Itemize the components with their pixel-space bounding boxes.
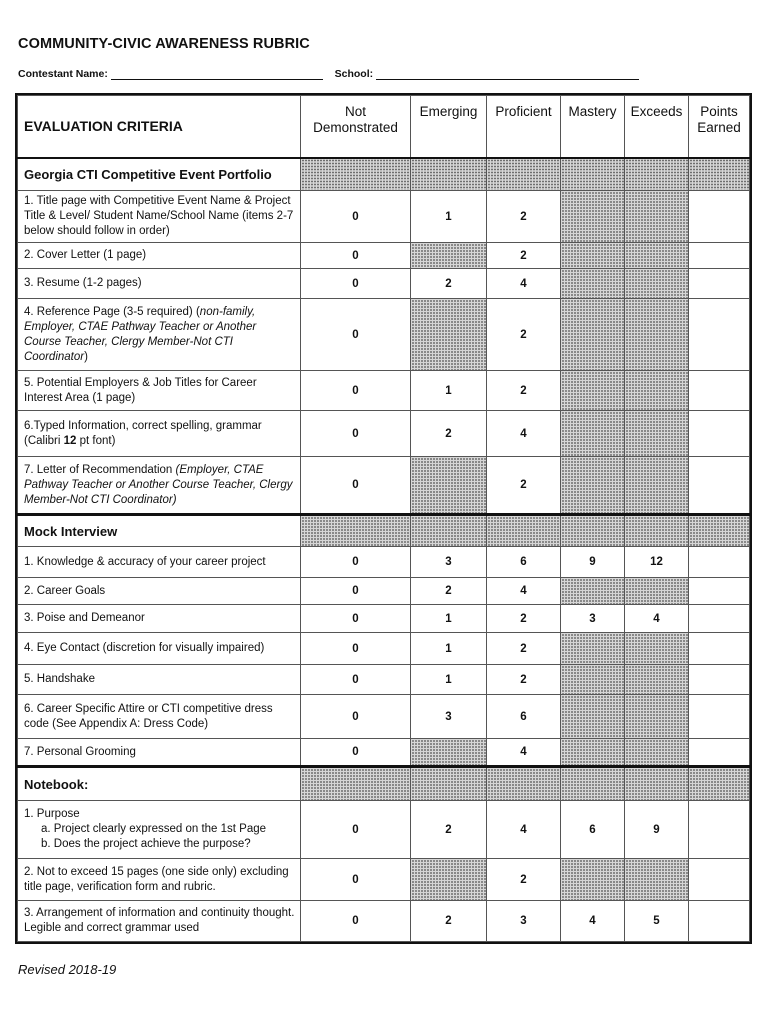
table-row: [18, 665, 750, 695]
points-earned-cell[interactable]: [689, 371, 750, 411]
criterion-label: [18, 665, 301, 695]
shaded-cell: [561, 859, 625, 901]
shaded-cell: [561, 243, 625, 269]
criterion-text: 1. Purpose: [24, 808, 80, 820]
score-not-demonstrated: 0: [301, 801, 411, 859]
criterion-label: [18, 901, 301, 942]
table-row: [18, 801, 750, 859]
score-not-demonstrated: 0: [301, 665, 411, 695]
points-earned-cell[interactable]: [689, 243, 750, 269]
shaded-cell: [561, 665, 625, 695]
shaded-cell: [625, 299, 689, 371]
shaded-cell: [301, 158, 411, 191]
shaded-cell: [411, 243, 487, 269]
shaded-cell: [625, 269, 689, 299]
score-not-demonstrated: 0: [301, 901, 411, 942]
shaded-cell: [625, 739, 689, 767]
criterion-label: [18, 243, 301, 269]
table-row: [18, 269, 750, 299]
points-earned-cell[interactable]: [689, 801, 750, 859]
criterion-text: 2. Not to exceed 15 pages (one side only) excluding title page, verification form and rubric.: [24, 865, 289, 893]
criterion-note: (Employer, CTAE Pathway Teacher or Another Course Teacher, Clergy Member-Not CTI Coordinator): [24, 463, 293, 506]
score-emerging: 3: [411, 547, 487, 578]
criterion-text: 3. Poise and Demeanor: [24, 612, 145, 624]
shaded-cell: [561, 371, 625, 411]
score-mastery: 9: [561, 547, 625, 578]
points-earned-cell[interactable]: [689, 859, 750, 901]
score-not-demonstrated: 0: [301, 739, 411, 767]
score-proficient: 4: [487, 801, 561, 859]
shaded-cell: [561, 411, 625, 457]
criterion-subitem: b. Does the project achieve the purpose?: [41, 838, 251, 850]
points-earned-cell[interactable]: [689, 547, 750, 578]
criterion-text: 1. Knowledge & accuracy of your career project: [24, 555, 266, 568]
shaded-cell: [625, 859, 689, 901]
table-row: [18, 859, 750, 901]
score-proficient: 2: [487, 457, 561, 515]
score-exceeds: 4: [625, 605, 689, 633]
table-row: [18, 695, 750, 739]
score-exceeds: 9: [625, 801, 689, 859]
section-title: Georgia CTI Competitive Event Portfolio: [18, 158, 301, 191]
shaded-cell: [561, 269, 625, 299]
shaded-cell: [625, 665, 689, 695]
score-proficient: 2: [487, 859, 561, 901]
shaded-cell: [301, 515, 411, 547]
score-proficient: 2: [487, 191, 561, 243]
score-emerging: 1: [411, 665, 487, 695]
shaded-cell: [625, 371, 689, 411]
points-earned-cell[interactable]: [689, 901, 750, 942]
score-mastery: 6: [561, 801, 625, 859]
criterion-label: [18, 269, 301, 299]
table-row: [18, 191, 750, 243]
score-emerging: 2: [411, 269, 487, 299]
rubric-table: [17, 95, 750, 942]
criterion-text: 5. Handshake: [24, 673, 95, 685]
score-proficient: 2: [487, 299, 561, 371]
score-not-demonstrated: 0: [301, 578, 411, 605]
criterion-label: 4. Reference Page (3-5 required) (non-family, Employer, CTAE Pathway Teacher or Another Course Teacher, Clergy Member-Not CTI Coordinator): [18, 299, 301, 371]
score-mastery: 4: [561, 901, 625, 942]
score-emerging: 3: [411, 695, 487, 739]
score-proficient: 6: [487, 547, 561, 578]
table-row: [18, 605, 750, 633]
criterion-text: 2. Career Goals: [24, 584, 106, 597]
table-row: [18, 457, 750, 515]
shaded-cell: [301, 767, 411, 801]
criterion-text: 6. Career Specific Attire or CTI competitive dress code (See Appendix A: Dress Code): [24, 702, 273, 730]
name-school-line: [18, 68, 639, 80]
score-proficient: 4: [487, 739, 561, 767]
shaded-cell: [411, 457, 487, 515]
points-earned-cell[interactable]: [689, 633, 750, 665]
points-earned-cell[interactable]: [689, 457, 750, 515]
score-emerging: 2: [411, 901, 487, 942]
criterion-text: 3. Resume (1-2 pages): [24, 277, 142, 289]
criterion-label: [18, 371, 301, 411]
school-field[interactable]: [376, 68, 639, 80]
shaded-cell: [487, 515, 561, 547]
header-points-earned: Points Earned: [689, 96, 750, 158]
table-row: [18, 243, 750, 269]
points-earned-cell[interactable]: [689, 665, 750, 695]
criterion-label: [18, 191, 301, 243]
score-not-demonstrated: 0: [301, 547, 411, 578]
shaded-cell: [625, 633, 689, 665]
score-emerging: 2: [411, 801, 487, 859]
header-not-demonstrated: Not Demonstrated: [301, 96, 411, 158]
shaded-cell: [561, 695, 625, 739]
shaded-cell: [625, 515, 689, 547]
shaded-cell: [625, 191, 689, 243]
score-proficient: 3: [487, 901, 561, 942]
shaded-cell: [625, 158, 689, 191]
revision-note: Revised 2018-19: [18, 962, 117, 977]
score-proficient: 4: [487, 411, 561, 457]
score-proficient: 2: [487, 605, 561, 633]
score-not-demonstrated: 0: [301, 695, 411, 739]
shaded-cell: [625, 578, 689, 605]
criterion-text: 1. Title page with Competitive Event Name & Project Title & Level/ Student Name/School Name (items 2-7 below should follow in order): [24, 195, 294, 237]
shaded-cell: [561, 158, 625, 191]
table-row: [18, 299, 750, 371]
score-exceeds: 12: [625, 547, 689, 578]
shaded-cell: [561, 633, 625, 665]
table-row: [18, 901, 750, 942]
table-row: [18, 739, 750, 767]
score-emerging: 1: [411, 605, 487, 633]
criterion-label: [18, 739, 301, 767]
criterion-label: [18, 547, 301, 578]
shaded-cell: [689, 515, 750, 547]
shaded-cell: [411, 739, 487, 767]
score-not-demonstrated: 0: [301, 605, 411, 633]
shaded-cell: [561, 767, 625, 801]
score-not-demonstrated: 0: [301, 299, 411, 371]
shaded-cell: [561, 457, 625, 515]
shaded-cell: [625, 695, 689, 739]
criterion-note: non-family, Employer, CTAE Pathway Teacher or Another Course Teacher, Clergy Member-Not CTI Coordinator: [24, 305, 257, 363]
criterion-text: 3. Arrangement of information and continuity thought. Legible and correct grammar used: [24, 907, 295, 934]
shaded-cell: [561, 578, 625, 605]
shaded-cell: [625, 411, 689, 457]
points-earned-cell[interactable]: [689, 605, 750, 633]
score-not-demonstrated: 0: [301, 243, 411, 269]
section-header-row: [18, 515, 750, 547]
header-evaluation-criteria: EVALUATION CRITERIA: [18, 96, 301, 158]
score-proficient: 2: [487, 371, 561, 411]
score-not-demonstrated: 0: [301, 191, 411, 243]
school-label: School:: [334, 68, 374, 80]
criterion-label: [18, 578, 301, 605]
section-header-row: [18, 158, 750, 191]
shaded-cell: [411, 158, 487, 191]
shaded-cell: [487, 767, 561, 801]
shaded-cell: [561, 515, 625, 547]
header-emerging: Emerging: [411, 96, 487, 158]
section-title: Mock Interview: [18, 515, 301, 547]
score-not-demonstrated: 0: [301, 457, 411, 515]
contestant-name-label: Contestant Name:: [18, 68, 108, 80]
section-title: Notebook:: [18, 767, 301, 801]
criterion-label: 6.Typed Information, correct spelling, grammar (Calibri 12 pt font): [18, 411, 301, 457]
shaded-cell: [561, 191, 625, 243]
criterion-text: 2. Cover Letter (1 page): [24, 249, 147, 261]
score-emerging: 1: [411, 633, 487, 665]
points-earned-cell[interactable]: [689, 411, 750, 457]
header-proficient: Proficient: [487, 96, 561, 158]
criterion-label: [18, 801, 301, 859]
criterion-label: [18, 859, 301, 901]
points-earned-cell[interactable]: [689, 191, 750, 243]
font-size-emphasis: 12: [63, 434, 77, 447]
table-row: [18, 547, 750, 578]
score-emerging: 1: [411, 371, 487, 411]
shaded-cell: [689, 158, 750, 191]
points-earned-cell[interactable]: [689, 299, 750, 371]
shaded-cell: [625, 767, 689, 801]
shaded-cell: [487, 158, 561, 191]
header-exceeds: Exceeds: [625, 96, 689, 158]
shaded-cell: [411, 299, 487, 371]
points-earned-cell[interactable]: [689, 269, 750, 299]
score-proficient: 4: [487, 269, 561, 299]
score-not-demonstrated: 0: [301, 411, 411, 457]
section-header-row: [18, 767, 750, 801]
shaded-cell: [625, 457, 689, 515]
shaded-cell: [411, 515, 487, 547]
criterion-label: [18, 633, 301, 665]
score-not-demonstrated: 0: [301, 633, 411, 665]
contestant-name-field[interactable]: [111, 68, 323, 80]
criterion-text: 7. Personal Grooming: [24, 745, 136, 758]
shaded-cell: [411, 859, 487, 901]
score-proficient: 2: [487, 633, 561, 665]
score-mastery: 3: [561, 605, 625, 633]
points-earned-cell[interactable]: [689, 578, 750, 605]
score-emerging: 2: [411, 411, 487, 457]
shaded-cell: [689, 767, 750, 801]
score-not-demonstrated: 0: [301, 859, 411, 901]
criterion-text: 5. Potential Employers & Job Titles for Career Interest Area (1 page): [24, 376, 257, 404]
score-emerging: 2: [411, 578, 487, 605]
score-proficient: 6: [487, 695, 561, 739]
score-exceeds: 5: [625, 901, 689, 942]
shaded-cell: [561, 299, 625, 371]
points-earned-cell[interactable]: [689, 695, 750, 739]
score-emerging: 1: [411, 191, 487, 243]
score-not-demonstrated: 0: [301, 371, 411, 411]
table-row: [18, 411, 750, 457]
criterion-label: [18, 695, 301, 739]
shaded-cell: [411, 767, 487, 801]
score-proficient: 4: [487, 578, 561, 605]
page-title: COMMUNITY-CIVIC AWARENESS RUBRIC: [18, 36, 310, 52]
points-earned-cell[interactable]: [689, 739, 750, 767]
criterion-label: 7. Letter of Recommendation (Employer, CTAE Pathway Teacher or Another Course Teacher, Clergy Member-Not CTI Coordinator): [18, 457, 301, 515]
table-row: [18, 371, 750, 411]
shaded-cell: [625, 243, 689, 269]
score-not-demonstrated: 0: [301, 269, 411, 299]
score-proficient: 2: [487, 665, 561, 695]
criterion-subitem: a. Project clearly expressed on the 1st Page: [41, 823, 267, 835]
score-proficient: 2: [487, 243, 561, 269]
shaded-cell: [561, 739, 625, 767]
criterion-text: 4. Eye Contact (discretion for visually impaired): [24, 642, 265, 654]
table-row: [18, 578, 750, 605]
table-row: [18, 633, 750, 665]
criterion-label: [18, 605, 301, 633]
header-mastery: Mastery: [561, 96, 625, 158]
